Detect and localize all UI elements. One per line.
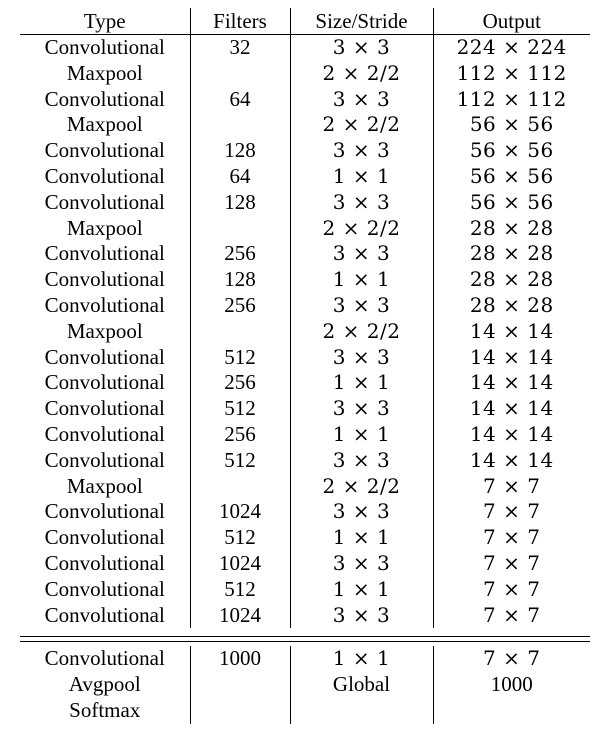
cell-filters: 256 [190, 293, 290, 319]
cell-filters: 512 [190, 345, 290, 371]
cell-filters: 128 [190, 267, 290, 293]
cell-output: 112 × 112 [456, 60, 567, 85]
cell-size-stride: 3 × 3 [290, 448, 433, 474]
double-rule [20, 628, 590, 646]
cell-filters: 256 [190, 241, 290, 267]
cell-size-stride: 1 × 1 [290, 164, 433, 190]
cell-type: Convolutional [20, 87, 190, 113]
double-rule-cell [20, 628, 590, 646]
table-body [20, 35, 590, 629]
cell-output: 14 × 14 [469, 421, 554, 446]
table-row [20, 35, 590, 61]
cell-filters: 512 [190, 396, 290, 422]
cell-output: 14 × 14 [469, 344, 554, 369]
cell-size-stride: 2 × 2/2 [290, 112, 433, 138]
table-row [20, 577, 590, 603]
cell-type: Convolutional [20, 241, 190, 267]
table-row [20, 698, 590, 724]
header-output: Output [433, 8, 590, 35]
cell-filters [190, 698, 290, 724]
cell-output: 7 × 7 [483, 499, 541, 524]
cell-type: Convolutional [20, 646, 190, 672]
cell-filters: 128 [190, 190, 290, 216]
cell-filters: 512 [190, 577, 290, 603]
cell-type: Convolutional [20, 551, 190, 577]
cell-size-stride: 2 × 2/2 [290, 216, 433, 242]
architecture-table [20, 8, 590, 724]
cell-output: 14 × 14 [469, 318, 554, 343]
cell-filters [190, 61, 290, 87]
cell-output: 28 × 28 [469, 241, 554, 266]
table-row [20, 448, 590, 474]
cell-output: 7 × 7 [483, 576, 541, 601]
cell-type: Maxpool [20, 112, 190, 138]
cell-type: Maxpool [20, 474, 190, 500]
cell-filters [190, 319, 290, 345]
cell-output: 56 × 56 [469, 163, 554, 188]
cell-size-stride: 3 × 3 [290, 551, 433, 577]
cell-type: Convolutional [20, 164, 190, 190]
cell-filters: 64 [190, 87, 290, 113]
table-row [20, 422, 590, 448]
table-tail [20, 646, 590, 723]
cell-type: Convolutional [20, 35, 190, 61]
table-row [20, 499, 590, 525]
cell-output: 1000 [490, 672, 533, 697]
cell-type: Maxpool [20, 216, 190, 242]
table-header [20, 8, 590, 35]
cell-filters [190, 672, 290, 698]
cell-size-stride: 1 × 1 [290, 267, 433, 293]
cell-filters [190, 216, 290, 242]
cell-size-stride: 2 × 2/2 [290, 319, 433, 345]
table-row [20, 138, 590, 164]
cell-filters: 256 [190, 422, 290, 448]
cell-type: Convolutional [20, 293, 190, 319]
double-rule-line [20, 636, 590, 642]
cell-size-stride: 3 × 3 [290, 241, 433, 267]
table-row [20, 87, 590, 113]
header-row [20, 8, 590, 35]
cell-output: 7 × 7 [483, 602, 541, 627]
header-size-stride: Size/Stride [290, 8, 433, 35]
cell-type: Convolutional [20, 577, 190, 603]
cell-type: Convolutional [20, 448, 190, 474]
cell-size-stride [290, 698, 433, 724]
cell-filters [190, 112, 290, 138]
cell-size-stride: 3 × 3 [290, 499, 433, 525]
cell-type: Convolutional [20, 190, 190, 216]
table-row [20, 646, 590, 672]
cell-output: 28 × 28 [469, 267, 554, 292]
cell-type: Convolutional [20, 370, 190, 396]
cell-output: 14 × 14 [469, 447, 554, 472]
cell-output [433, 698, 590, 724]
cell-type: Maxpool [20, 319, 190, 345]
cell-type: Convolutional [20, 138, 190, 164]
cell-output: 28 × 28 [469, 292, 554, 317]
cell-filters: 512 [190, 448, 290, 474]
cell-size-stride: Global [290, 672, 433, 698]
cell-size-stride: 2 × 2/2 [290, 474, 433, 500]
table-row [20, 267, 590, 293]
table-row [20, 345, 590, 371]
cell-size-stride: 3 × 3 [290, 35, 433, 61]
cell-output: 14 × 14 [469, 396, 554, 421]
table-row [20, 112, 590, 138]
cell-filters: 256 [190, 370, 290, 396]
cell-size-stride: 3 × 3 [290, 396, 433, 422]
header-type: Type [20, 8, 190, 35]
cell-type: Convolutional [20, 525, 190, 551]
cell-size-stride: 1 × 1 [290, 577, 433, 603]
cell-type: Convolutional [20, 345, 190, 371]
cell-type: Maxpool [20, 61, 190, 87]
cell-output: 14 × 14 [469, 370, 554, 395]
cell-type: Convolutional [20, 603, 190, 629]
cell-output: 56 × 56 [469, 112, 554, 137]
cell-size-stride: 3 × 3 [290, 87, 433, 113]
cell-type: Convolutional [20, 396, 190, 422]
table-row [20, 672, 590, 698]
cell-size-stride: 2 × 2/2 [290, 61, 433, 87]
table-row [20, 319, 590, 345]
cell-size-stride: 1 × 1 [290, 370, 433, 396]
cell-output: 56 × 56 [469, 138, 554, 163]
cell-output: 7 × 7 [483, 646, 541, 671]
table-row [20, 603, 590, 629]
cell-size-stride: 3 × 3 [290, 603, 433, 629]
cell-output: 56 × 56 [469, 189, 554, 214]
cell-output: 28 × 28 [469, 215, 554, 240]
cell-size-stride: 3 × 3 [290, 190, 433, 216]
cell-filters: 1024 [190, 551, 290, 577]
cell-type: Convolutional [20, 267, 190, 293]
cell-size-stride: 1 × 1 [290, 525, 433, 551]
cell-type: Convolutional [20, 499, 190, 525]
cell-filters: 64 [190, 164, 290, 190]
cell-type: Softmax [20, 698, 190, 724]
table-row [20, 474, 590, 500]
cell-size-stride: 3 × 3 [290, 345, 433, 371]
cell-output: 112 × 112 [456, 86, 567, 111]
cell-filters: 128 [190, 138, 290, 164]
cell-output: 7 × 7 [483, 525, 541, 550]
cell-size-stride: 3 × 3 [290, 138, 433, 164]
table-row [20, 61, 590, 87]
cell-type: Convolutional [20, 422, 190, 448]
header-filters: Filters [190, 8, 290, 35]
cell-output: 7 × 7 [483, 550, 541, 575]
cell-filters: 512 [190, 525, 290, 551]
table-row [20, 370, 590, 396]
cell-output: 7 × 7 [483, 473, 541, 498]
cell-filters: 32 [190, 35, 290, 61]
cell-size-stride: 1 × 1 [290, 422, 433, 448]
cell-output: 224 × 224 [456, 35, 567, 59]
cell-filters [190, 474, 290, 500]
table-row [20, 396, 590, 422]
table-row [20, 190, 590, 216]
table-row [20, 241, 590, 267]
cell-filters: 1024 [190, 499, 290, 525]
table-row [20, 551, 590, 577]
cell-type: Avgpool [20, 672, 190, 698]
cell-size-stride: 1 × 1 [290, 646, 433, 672]
double-rule-row [20, 628, 590, 646]
cell-filters: 1024 [190, 603, 290, 629]
cell-size-stride: 3 × 3 [290, 293, 433, 319]
table-row [20, 293, 590, 319]
table-row [20, 216, 590, 242]
cell-filters: 1000 [190, 646, 290, 672]
table-row [20, 164, 590, 190]
table-row [20, 525, 590, 551]
